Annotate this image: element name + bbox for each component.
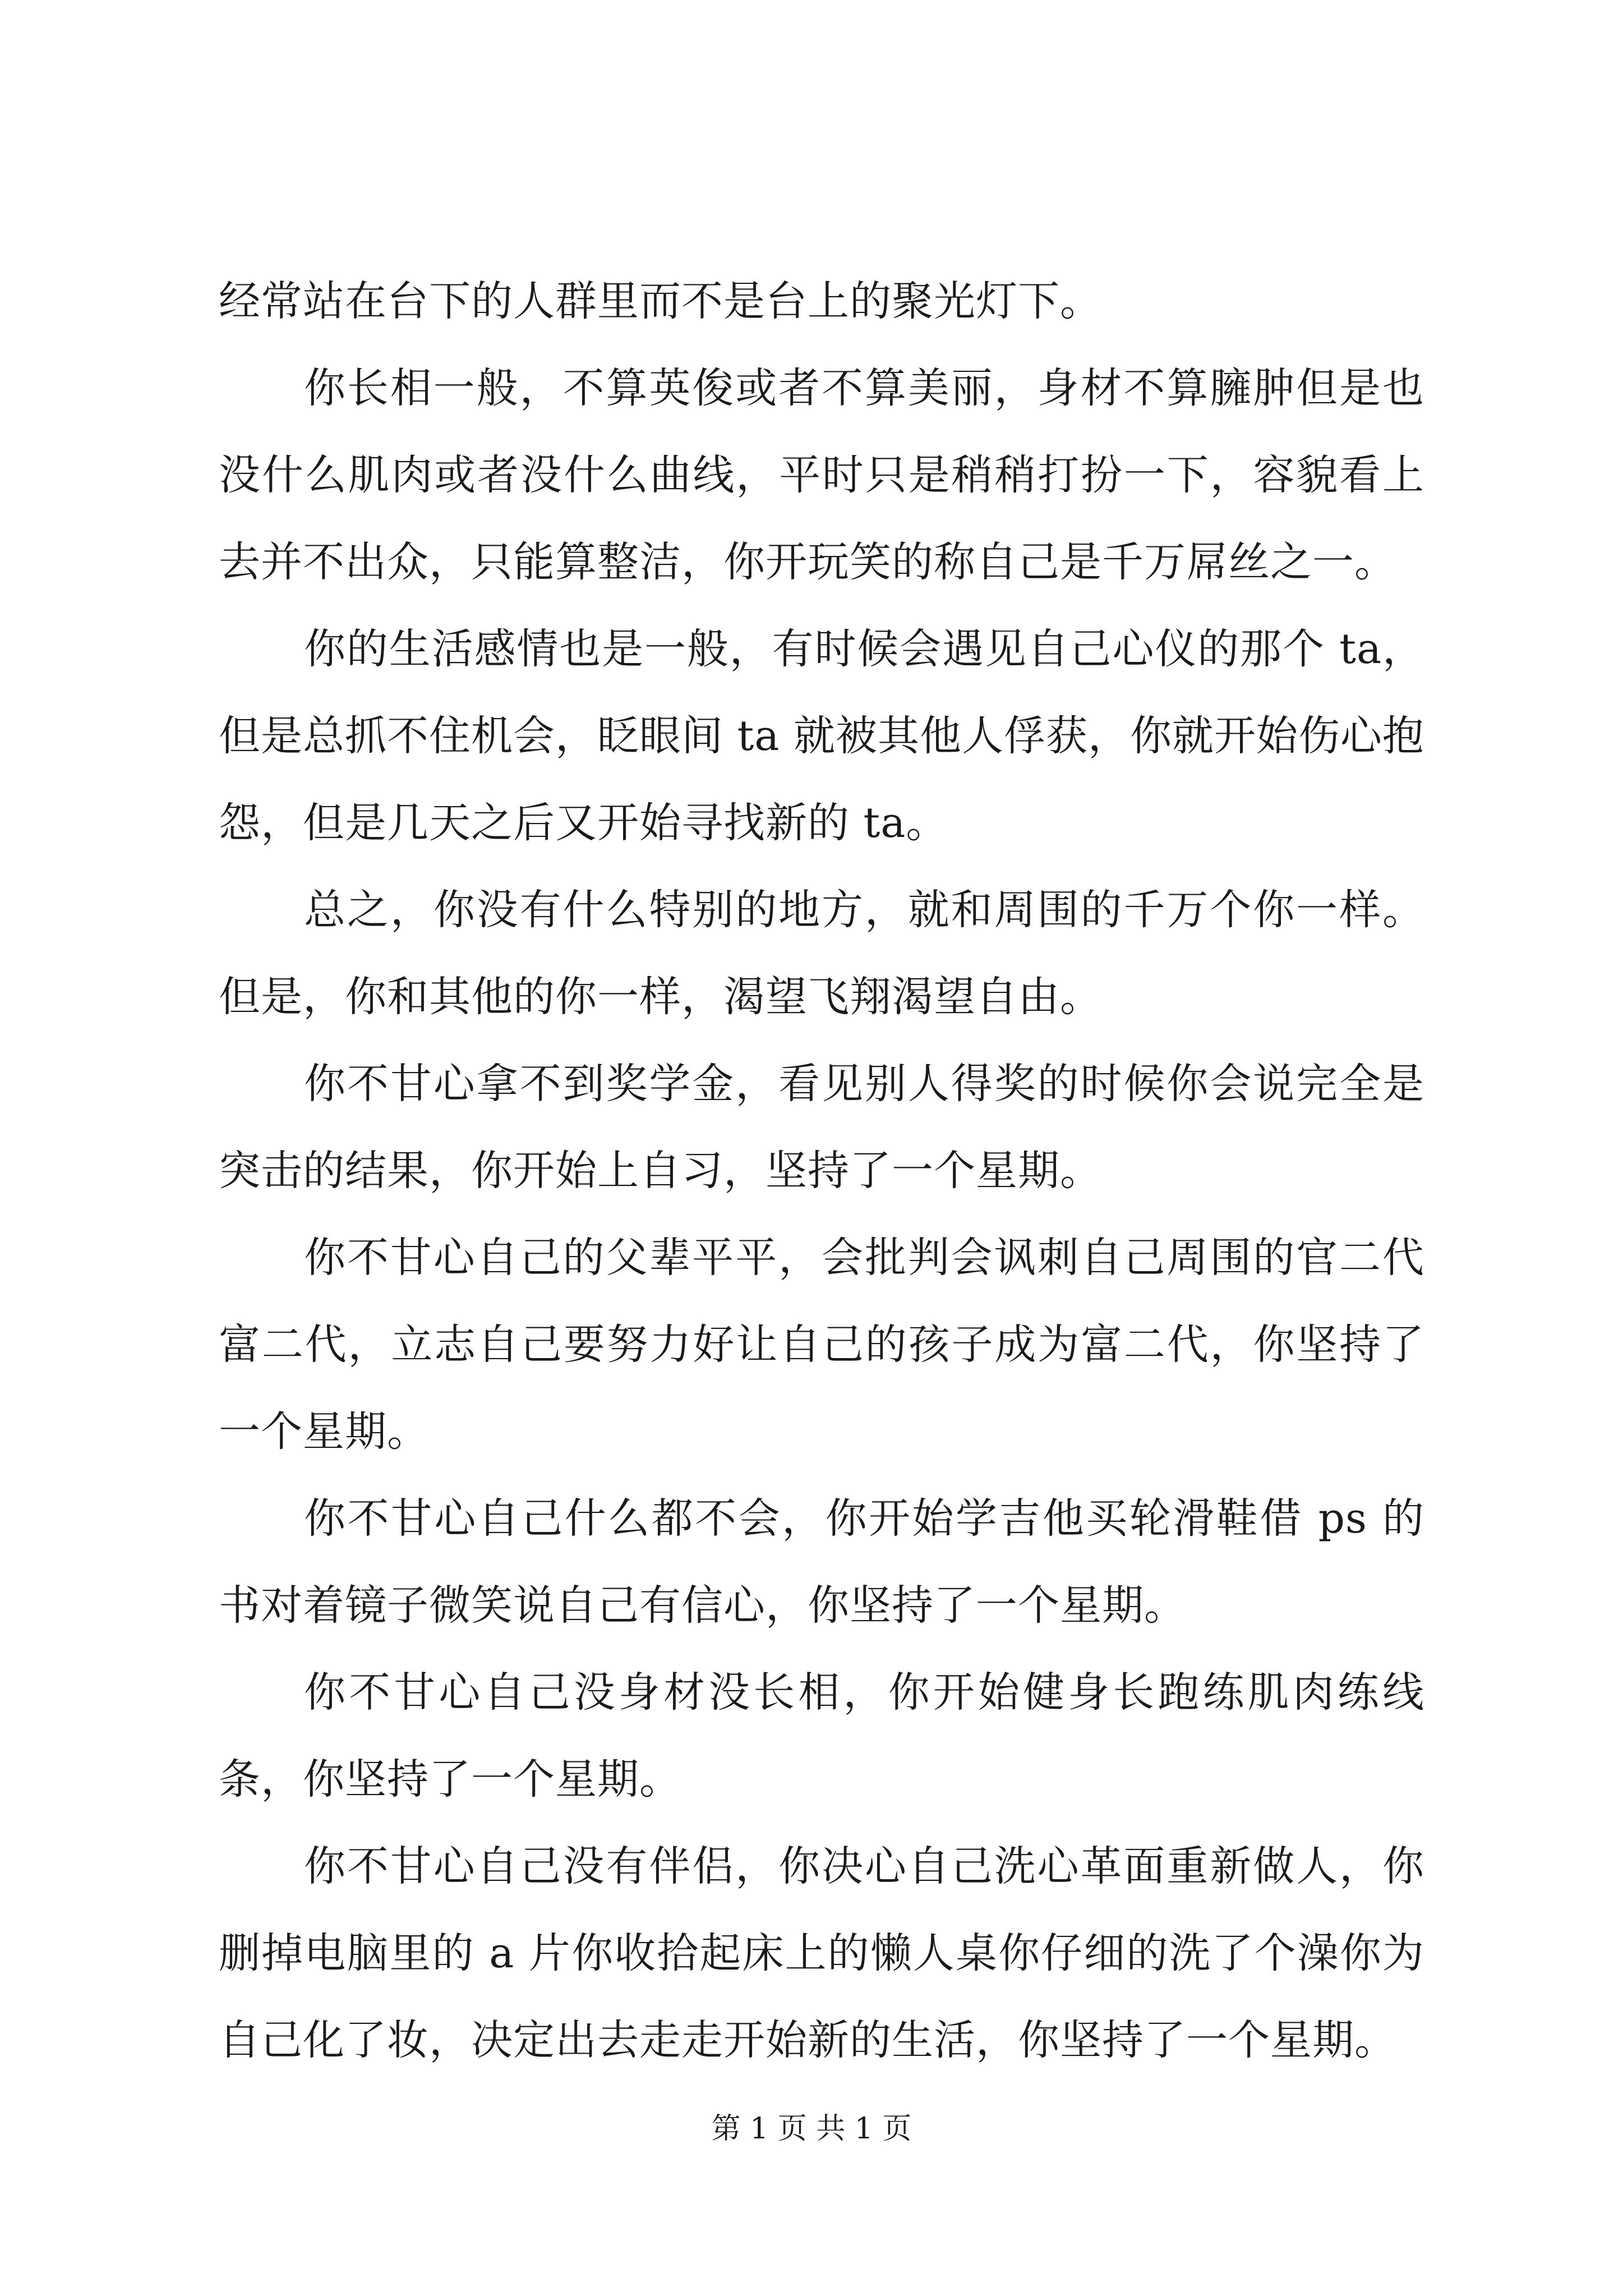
paragraph: 你不甘心拿不到奖学金，看见别人得奖的时候你会说完全是突击的结果，你开始上自习，坚持了一个星期。 (219, 1060, 1424, 1195)
paragraph: 总之，你没有什么特别的地方，就和周围的千万个你一样。但是，你和其他的你一样，渴望飞翔渴望自由。 (219, 886, 1424, 1021)
document-body (219, 258, 1424, 2084)
paragraph: 你不甘心自己的父辈平平，会批判会讽刺自己周围的官二代富二代，立志自己要努力好让自己的孩子成为富二代，你坚持了一个星期。 (219, 1234, 1424, 1456)
paragraph: 你长相一般，不算英俊或者不算美丽，身材不算臃肿但是也没什么肌肉或者没什么曲线，平时只是稍稍打扮一下，容貌看上去并不出众，只能算整洁，你开玩笑的称自己是千万屌丝之一。 (219, 364, 1424, 586)
paragraph: 经常站在台下的人群里而不是台上的聚光灯下。 (219, 277, 1102, 325)
paragraph: 你不甘心自己没有伴侣，你决心自己洗心革面重新做人，你删掉电脑里的 a 片你收拾起床上的懒人桌你仔细的洗了个澡你为自己化了妆，决定出去走走开始新的生活，你坚持了一个星期。 (219, 1842, 1424, 2064)
paragraph: 你的生活感情也是一般，有时候会遇见自己心仪的那个 ta，但是总抓不住机会，眨眼间 ta 就被其他人俘获，你就开始伤心抱怨，但是几天之后又开始寻找新的 ta。 (219, 625, 1424, 847)
paragraph: 你不甘心自己什么都不会，你开始学吉他买轮滑鞋借 ps 的书对着镜子微笑说自己有信心，你坚持了一个星期。 (219, 1494, 1424, 1630)
page-number-label: 第 1 页 共 1 页 (711, 2112, 912, 2146)
paragraph: 你不甘心自己没身材没长相，你开始健身长跑练肌肉练线条，你坚持了一个星期。 (219, 1668, 1424, 1803)
page-footer (0, 2109, 1623, 2148)
